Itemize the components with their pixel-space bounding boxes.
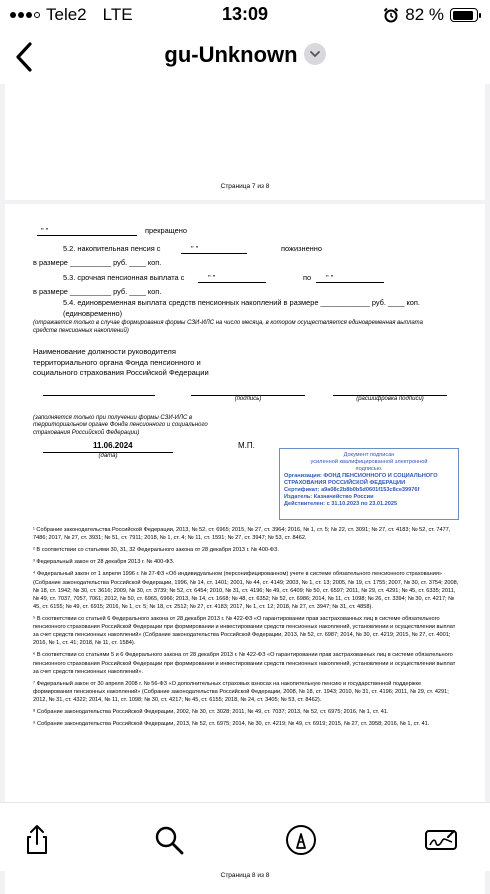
line-53-date-to: " " bbox=[326, 273, 334, 282]
page-content bbox=[33, 226, 461, 467]
date-quote: " " bbox=[41, 226, 49, 235]
date-label: (дата) bbox=[98, 453, 118, 460]
head-title-block bbox=[33, 347, 461, 379]
bottom-toolbar bbox=[0, 802, 490, 871]
signature-label: (подпись) bbox=[234, 395, 262, 402]
footnote: ¹ Собрание законодательства Российской Федерации, 2013, № 52, ст. 6965; 2015, № 27, ст. 3964; 2016, № 1, ст. 5; № 22, ст. 3091; № 27, ст. 4183; № 52, ст. 7477, 7486; 2017, № 27, ст. 3931; № 51, ст. 7911; 2018, № 1, ст. 4; № 11, ст. 1591; № 27, ст. 3947; № 53, ст. 8462. bbox=[33, 527, 451, 542]
head-title-line-2: территориального органа Фонда пенсионного и bbox=[33, 357, 201, 367]
battery-icon bbox=[450, 8, 478, 22]
footnote: ³ Федеральный закон от 28 декабря 2013 г. № 400-ФЗ. bbox=[33, 559, 175, 566]
stamp-certificate: Сертификат: a9a08c2b8b0b5d0601f153c8ce39976f bbox=[284, 486, 420, 493]
battery-percent: 82 % bbox=[405, 5, 444, 24]
line-52-date: " " bbox=[191, 244, 199, 253]
stamp-place: М.П. bbox=[238, 441, 255, 451]
network-type: LTE bbox=[102, 5, 133, 24]
signature-row bbox=[33, 393, 461, 415]
carrier-name: Tele2 bbox=[46, 5, 87, 24]
footnotes bbox=[33, 522, 461, 728]
previous-page-number: Страница 7 из 8 bbox=[220, 183, 270, 190]
footnote: ⁶ В соответствии со статьями 5 и 6 Федерального закона от 28 декабря 2013 г. № 422-ФЗ «О гарантировании прав застрахованных лиц в системе обязательного пенсионного страхования Российской Федерации при формировании и инвестировании средств пенсионных накоплений, установлении и осуществлении выплат за счет средств пенсионных накоплений». bbox=[33, 652, 456, 675]
alarm-icon bbox=[383, 7, 399, 23]
document-viewer[interactable] bbox=[0, 84, 490, 879]
size-line-1: в размере __________ руб. ____ коп. bbox=[33, 258, 162, 267]
terminated-line bbox=[33, 226, 461, 237]
battery-group bbox=[383, 5, 478, 25]
stamp-validity: Действителен: с 31.10.2023 по 23.01.2025 bbox=[284, 500, 398, 507]
share-icon[interactable] bbox=[20, 823, 54, 857]
size-line-2: в размере __________ руб. ____ коп. bbox=[33, 287, 162, 296]
line-53-to: по bbox=[303, 273, 312, 282]
document-title-button[interactable] bbox=[0, 42, 490, 68]
chevron-down-icon[interactable] bbox=[304, 43, 326, 65]
note-single-payment: (отражается только в случае формирования формы СЗИ-ИЛС на число месяца, в котором осуществляется единовременная выплата средств пенсионных накоплений) bbox=[33, 320, 423, 334]
status-bar bbox=[0, 0, 490, 30]
head-title-line-1: Наименование должности руководителя bbox=[33, 347, 176, 356]
decode-label: (расшифровка подписи) bbox=[356, 395, 424, 402]
stamp-line-2: усиленной квалифицированной электронной bbox=[310, 458, 428, 465]
footnote: ⁸ Собрание законодательства Российской Федерации, 2002, № 30, ст. 3028; 2011, № 49, ст. 7037; 2013, № 52, ст. 6975; 2016, № 1, ст. 41. bbox=[33, 709, 389, 716]
line-53-text: 5.3. срочная пенсионная выплата с bbox=[63, 273, 185, 282]
footnote: ⁴ Федеральный закон от 1 апреля 1996 г. № 27-ФЗ «Об индивидуальном (персонифицированном) учете в системе обязательного пенсионного страхования» (Собрание законодательства Российской Федерации, 1996, № 14, ст. 1401; 2001, № 44, ст. 4149; 2003, № 1, ст. 13; 2005, № 19, ст. 1755; 2007, № 30, ст. 3754; 2008, № 18, ст. 1942; № 30, ст. 3616; 2009, № 30, ст. 3739; № 52, ст. 6454; 2010, № 31, ст. 4196; № 49, ст. 6409; № 50, ст. 6597; 2011, № 29, ст. 4291; № 45, ст. 6335; 2011, № 49, ст. 7037, 7057, 7061; 2012, № 50, ст. 6965, 6966; 2013, № 14, ст. 1668; № 48, ст. 6352; № 52, ст. 6986; 2014, № 11, ст. 1098; № 26, ст. 3394; № 30, ст. 4217; № 45, ст. 6155; № 49, ст. 6915; 2016, № 1, ст. 5; № 18, ст. 2512; № 27, ст. 4183; 2017, № 1, ст. 12; 2018, № 27, ст. 3947; № 31, ст. 4858). bbox=[33, 571, 459, 610]
line-54-note: (единовременно) bbox=[63, 309, 123, 318]
stamp-organization: Организация: ФОНД ПЕНСИОННОГО И СОЦИАЛЬНОГО СТРАХОВАНИЯ РОССИЙСКОЙ ФЕДЕРАЦИИ bbox=[284, 472, 438, 486]
markup-icon[interactable] bbox=[284, 823, 318, 857]
date-value: 11.06.2024 bbox=[93, 441, 133, 451]
line-52-text: 5.2. накопительная пенсия с bbox=[63, 244, 161, 253]
footnote: ² В соответствии со статьями 30, 31, 32 Федерального закона от 28 декабря 2013 г. № 400-ФЗ. bbox=[33, 547, 279, 554]
line-52 bbox=[33, 244, 461, 255]
footnote: ⁵ В соответствии со статьей 6 Федерального закона от 28 декабря 2013 г. № 422-ФЗ «О гарантировании прав застрахованных лиц в системе обязательного пенсионного страхования Российской Федерации при формировании и инвестировании средств пенсионных накоплений, установлении и осуществлении выплат за счет средств пенсионных накоплений» (Собрание законодательства Российской Федерации, 2013, № 52, ст. 6987; 2014, № 30, ст. 4219; 2015, № 27, ст. 4001; 2016, № 1, ст. 41; 2018, № 11, ст. 1584). bbox=[33, 615, 456, 647]
terminated-label: прекращено bbox=[145, 226, 187, 235]
previous-page bbox=[5, 74, 485, 200]
stamp-line-3: подписью. bbox=[355, 465, 383, 472]
digital-signature-stamp bbox=[279, 448, 459, 520]
signature-icon[interactable] bbox=[424, 823, 458, 857]
line-52-life: пожизненно bbox=[281, 244, 322, 253]
search-icon[interactable] bbox=[152, 823, 186, 857]
current-page bbox=[5, 204, 485, 894]
stamp-issuer: Издатель: Казначейство России bbox=[284, 493, 374, 500]
head-title-line-3: социального страхования Российской Федерации bbox=[33, 368, 209, 378]
document-title: gu-Unknown bbox=[164, 42, 298, 67]
line-53 bbox=[33, 273, 461, 284]
line-53-date-from: " " bbox=[208, 273, 216, 282]
page-number: Страница 8 из 8 bbox=[220, 872, 270, 879]
footnote: ⁹ Собрание законодательства Российской Федерации, 2013, № 52, ст. 6975; 2014, № 30, ст. 4219; № 49, ст. 6919; 2015, № 27, ст. 3958; 2016, № 1, ст. 41. bbox=[33, 721, 430, 728]
stamp-line-1: Документ подписан bbox=[343, 452, 395, 458]
line-54: 5.4. единовременная выплата средств пенсионных накоплений в размере ____________ руб. ____ коп. bbox=[63, 298, 420, 307]
clock: 13:09 bbox=[221, 4, 269, 24]
footnote: ⁷ Федеральный закон от 30 апреля 2008 г. № 56-ФЗ «О дополнительных страховых взносах на накопительную пенсию и государственной поддержке формирования пенсионных накоплений» (Собрание законодательства Российской Федерации, 2008, № 18, ст. 1943; 2010, № 31, ст. 4196; 2011, № 29, ст. 4291; 2012, № 31, ст. 4322; 2014, № 11, ст. 1098; № 30, ст. 4217; № 45, ст. 6155; 2018, № 24, ст. 3405; № 53, ст. 8462). bbox=[33, 680, 449, 703]
note-territorial: (заполняется только при получении формы СЗИ-ИЛС в территориальном органе Фонда пенсионного и социального страхования Российской Федерации) bbox=[33, 414, 208, 436]
